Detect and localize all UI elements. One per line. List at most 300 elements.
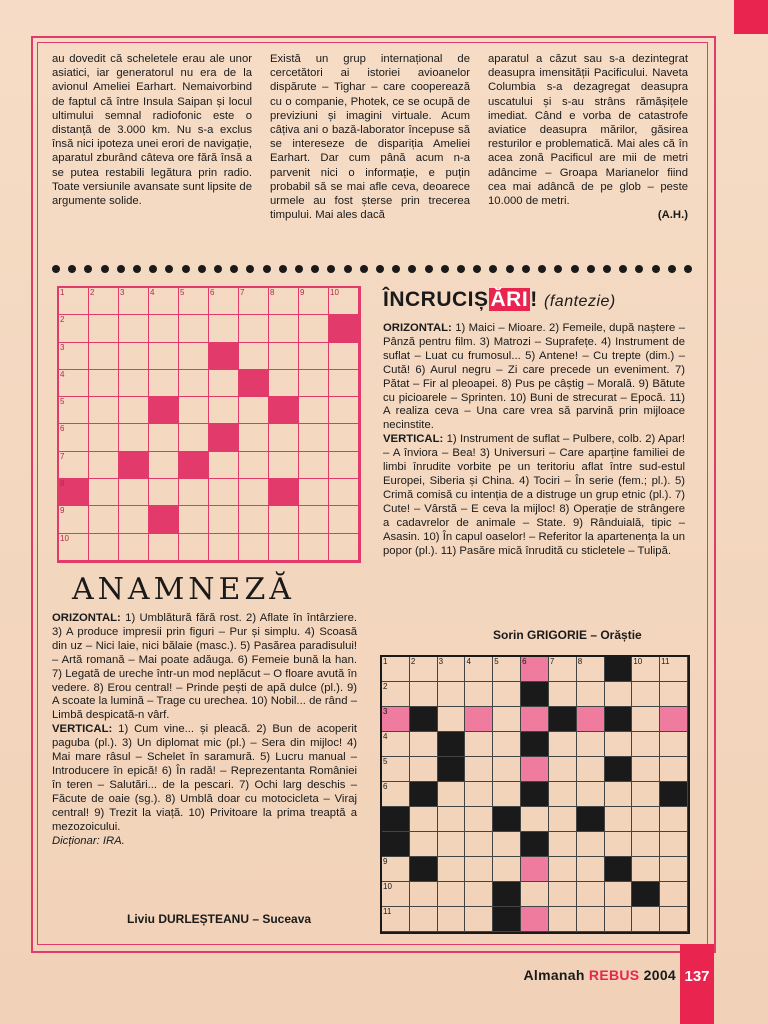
grid-number: 6 xyxy=(60,424,65,434)
grid-number: 5 xyxy=(383,757,388,766)
grid-cell xyxy=(179,397,209,424)
grid-cell xyxy=(299,370,329,397)
grid-cell xyxy=(438,657,466,682)
grid-cell xyxy=(660,807,688,832)
grid-cell xyxy=(119,315,149,342)
grid-cell xyxy=(239,452,269,479)
separator-dot xyxy=(425,265,433,273)
grid-cell xyxy=(149,534,179,561)
grid-cell xyxy=(549,657,577,682)
title-highlight: ĂRI xyxy=(490,288,529,311)
crossword-title-anamneza: ANAMNEZĂ xyxy=(72,572,295,607)
grid-cell xyxy=(209,452,239,479)
grid-number: 3 xyxy=(438,657,444,666)
separator-dot xyxy=(457,265,465,273)
footer-prefix: Almanah xyxy=(523,967,585,983)
separator-dot xyxy=(182,265,190,273)
grid-cell xyxy=(329,506,359,533)
grid-cell xyxy=(632,807,660,832)
grid-cell xyxy=(521,807,549,832)
grid-cell xyxy=(382,782,410,807)
grid-cell xyxy=(119,424,149,451)
grid-cell xyxy=(329,397,359,424)
grid-cell xyxy=(549,757,577,782)
grid-cell xyxy=(59,397,89,424)
separator-dot xyxy=(214,265,222,273)
grid-cell xyxy=(299,397,329,424)
article-column-1: au dovedit că scheletele erau ale unor asiatici, iar generatorul nu era de la avionul Ameliei Earhart. Nemaivorbind de faptul că între Insula Saipan și locul ultimului semnal radiofonic este o distanță de 3.000 km. Nu s-a exclus însă nici ipoteza unei erori de navigație, aparatul zburând câteva ore fără însă a se putea restabili legătura prin radio. Toate versiunile avansate sunt lipsite de argumente solide. xyxy=(52,53,252,208)
grid-cell xyxy=(299,479,329,506)
grid-cell xyxy=(605,732,633,757)
grid-cell xyxy=(209,370,239,397)
grid-cell xyxy=(577,882,605,907)
separator-dot xyxy=(522,265,530,273)
grid-cell xyxy=(605,882,633,907)
grid-cell xyxy=(632,657,660,682)
grid-cell xyxy=(577,657,605,682)
grid-cell xyxy=(577,732,605,757)
title-prefix: ÎNCRUCIȘ xyxy=(383,288,489,311)
title-suffix: ! xyxy=(530,288,538,311)
separator-dot xyxy=(311,265,319,273)
separator-dot xyxy=(117,265,125,273)
grid-cell xyxy=(493,832,521,857)
grid-cell xyxy=(382,832,410,857)
article-column-3 xyxy=(488,52,688,222)
separator-dot xyxy=(489,265,497,273)
grid-cell xyxy=(299,288,329,315)
vertical-label: VERTICAL: xyxy=(383,433,444,446)
grid-cell xyxy=(465,757,493,782)
separator-dot xyxy=(635,265,643,273)
grid-cell xyxy=(299,343,329,370)
grid-cell xyxy=(149,370,179,397)
grid-cell xyxy=(660,732,688,757)
grid-cell xyxy=(465,832,493,857)
grid-cell xyxy=(382,657,410,682)
separator-dot xyxy=(603,265,611,273)
grid-cell xyxy=(299,506,329,533)
grid-cell xyxy=(521,832,549,857)
grid-cell xyxy=(59,534,89,561)
crossword2-author: Liviu DURLEȘTEANU – Suceava xyxy=(127,912,312,926)
grid-cell xyxy=(382,707,410,732)
grid-cell xyxy=(465,732,493,757)
grid-cell xyxy=(660,682,688,707)
separator-dot xyxy=(538,265,546,273)
grid-number: 10 xyxy=(60,533,69,543)
grid-cell xyxy=(521,907,549,932)
grid-cell xyxy=(577,857,605,882)
grid-cell xyxy=(660,782,688,807)
grid-cell xyxy=(410,907,438,932)
grid-cell xyxy=(149,315,179,342)
grid-number: 6 xyxy=(522,657,527,666)
grid-cell xyxy=(149,452,179,479)
grid-cell xyxy=(577,682,605,707)
grid-number: 4 xyxy=(383,732,388,741)
grid-cell xyxy=(605,757,633,782)
grid-cell xyxy=(149,288,179,315)
grid-number: 4 xyxy=(466,657,471,666)
grid-cell xyxy=(465,857,493,882)
grid-cell xyxy=(382,682,410,707)
separator-dot xyxy=(246,265,254,273)
grid-cell xyxy=(521,682,549,707)
grid-number: 4 xyxy=(60,369,65,379)
grid-cell xyxy=(269,370,299,397)
grid-cell xyxy=(89,343,119,370)
separator-dot xyxy=(571,265,579,273)
grid-cell xyxy=(299,315,329,342)
grid-cell xyxy=(269,452,299,479)
grid-cell xyxy=(438,682,466,707)
grid-cell xyxy=(329,315,359,342)
crossword-grid-anamneza xyxy=(380,655,690,934)
grid-cell xyxy=(299,452,329,479)
grid-cell xyxy=(179,424,209,451)
crossword-subtitle: (fantezie) xyxy=(544,293,616,310)
grid-cell xyxy=(59,479,89,506)
grid-cell xyxy=(119,506,149,533)
grid-cell xyxy=(438,732,466,757)
grid-number: 8 xyxy=(270,288,275,297)
grid-cell xyxy=(329,452,359,479)
corner-tab xyxy=(734,0,768,34)
grid-number: 3 xyxy=(120,288,125,297)
grid-number: 7 xyxy=(60,451,65,461)
grid-cell xyxy=(410,807,438,832)
grid-cell xyxy=(329,424,359,451)
grid-cell xyxy=(149,479,179,506)
grid-cell xyxy=(149,424,179,451)
grid-cell xyxy=(465,907,493,932)
grid-cell xyxy=(465,807,493,832)
grid-cell xyxy=(577,807,605,832)
dictionary-note: Dicționar: IRA. xyxy=(52,834,125,847)
footer-year: 2004 xyxy=(643,967,676,983)
grid-cell xyxy=(149,397,179,424)
footer-title xyxy=(523,967,676,983)
grid-number: 6 xyxy=(383,782,388,791)
grid-number: 8 xyxy=(60,479,65,489)
grid-number: 5 xyxy=(60,397,65,407)
grid-number: 8 xyxy=(577,657,583,666)
grid-cell xyxy=(410,782,438,807)
crossword-grid-fantezie xyxy=(57,286,361,563)
crossword1-clues xyxy=(383,322,685,558)
article-column-2: Există un grup internațional de cercetători ai istoriei avioanelor dispărute – Tighar – care cooperează cu o companie, Photek, ce se ocupă de previziuni și imagini virtuale. Acum câțiva ani o bază-laborator începuse să se intereseze de dispariția Ameliei Earhart. Dar cum până acum n-a parvenit nici o informație, e puțin probabil să se mai afle ceva, deoarece urmele au fost șterse prin trecerea timpului. Mai ales dacă xyxy=(270,53,470,222)
separator-dot xyxy=(52,265,60,273)
separator-dot xyxy=(554,265,562,273)
grid-cell xyxy=(660,657,688,682)
grid-cell xyxy=(438,907,466,932)
horizontal-clues: 1) Maici – Mioare. 2) Femeile, după naștere – Pânză pentru film. 3) Matrozi – Suprafețe. 4) Instrument de suflat – Luat cu frumosul... 5) Antene! – Cu trepte (dim.) – Cută! 6) Aurul negru – Zi care precede un eveniment. 7) Pătat – Fir al pleoapei. 8) Pus pe câștig – Morală. 9) Bătute cu picioarele – Sprinten. 10) Buni de strecurat – Epocă. 11) A realiza ceva – Una care vrea să parvină prin mijloace necinstite. xyxy=(383,322,685,432)
grid-cell xyxy=(209,343,239,370)
grid-cell xyxy=(493,757,521,782)
grid-cell xyxy=(632,832,660,857)
grid-cell xyxy=(632,732,660,757)
grid-cell xyxy=(632,707,660,732)
separator-dot xyxy=(101,265,109,273)
grid-cell xyxy=(605,807,633,832)
grid-cell xyxy=(179,452,209,479)
separator-dot xyxy=(84,265,92,273)
grid-cell xyxy=(329,534,359,561)
grid-cell xyxy=(577,782,605,807)
grid-cell xyxy=(382,807,410,832)
grid-cell xyxy=(382,857,410,882)
grid-cell xyxy=(209,506,239,533)
grid-cell xyxy=(149,343,179,370)
grid-number: 2 xyxy=(60,315,65,325)
grid-cell xyxy=(329,479,359,506)
grid-cell xyxy=(239,288,269,315)
grid-number: 7 xyxy=(383,807,388,816)
separator-dot xyxy=(360,265,368,273)
grid-cell xyxy=(209,424,239,451)
grid-number: 7 xyxy=(549,657,555,666)
separator-dot xyxy=(587,265,595,273)
grid-cell xyxy=(493,882,521,907)
grid-cell xyxy=(269,315,299,342)
grid-cell xyxy=(59,370,89,397)
separator-dot xyxy=(441,265,449,273)
grid-cell xyxy=(549,807,577,832)
separator-dot xyxy=(68,265,76,273)
grid-cell xyxy=(89,479,119,506)
grid-cell xyxy=(239,424,269,451)
grid-cell xyxy=(577,707,605,732)
grid-cell xyxy=(269,288,299,315)
grid-cell xyxy=(549,682,577,707)
grid-cell xyxy=(299,424,329,451)
grid-cell xyxy=(549,732,577,757)
grid-cell xyxy=(521,707,549,732)
page-number: 137 xyxy=(684,968,710,985)
grid-cell xyxy=(119,534,149,561)
grid-number: 9 xyxy=(383,857,388,866)
grid-cell xyxy=(438,757,466,782)
grid-cell xyxy=(299,534,329,561)
crossword1-author: Sorin GRIGORIE – Orăștie xyxy=(493,628,642,642)
grid-cell xyxy=(493,682,521,707)
grid-cell xyxy=(269,479,299,506)
grid-cell xyxy=(493,657,521,682)
grid-cell xyxy=(632,907,660,932)
grid-cell xyxy=(239,370,269,397)
grid-cell xyxy=(89,397,119,424)
grid-cell xyxy=(410,732,438,757)
grid-cell xyxy=(549,782,577,807)
footer-brand: REBUS xyxy=(588,967,640,983)
vertical-label: VERTICAL: xyxy=(52,723,113,736)
grid-cell xyxy=(521,732,549,757)
grid-cell xyxy=(549,707,577,732)
article-column-3-text: aparatul a căzut sau s-a dezintegrat deasupra imensității Pacificului. Naveta Columbia s-a dezagregat deasupra uscatului și s-au strâns rămășițele imediat. Când e vorba de catastrofe aviatice deasupra mărilor, găsirea resturilor e problematică. Mai ales că în acea zonă Pacificul are mii de metri adâncime – Groapa Marianelor fiind cea mai adâncă de pe glob – peste 10.000 de metri. xyxy=(488,53,688,208)
grid-cell xyxy=(660,707,688,732)
grid-cell xyxy=(632,757,660,782)
grid-number: 8 xyxy=(383,832,388,841)
grid-cell xyxy=(410,707,438,732)
grid-cell xyxy=(329,343,359,370)
grid-cell xyxy=(632,857,660,882)
separator-dot xyxy=(279,265,287,273)
grid-cell xyxy=(59,343,89,370)
grid-cell xyxy=(59,424,89,451)
grid-cell xyxy=(269,534,299,561)
grid-number: 3 xyxy=(383,707,388,716)
grid-cell xyxy=(660,757,688,782)
grid-number: 1 xyxy=(383,657,388,666)
grid-cell xyxy=(410,757,438,782)
article-signature: (A.H.) xyxy=(657,209,688,222)
horizontal-clues: 1) Umblătură fără rost. 2) Aflate în întârziere. 3) A produce impresii prin figuri – Pur și simplu. 4) Scoasă din uz – Nici laie, nici bălaie (masc.). 5) Pasărea paradisului! – Artă romană – Mai poate adăuga. 6) Femeie bună la han. 7) Legată de ureche într-un mod neplăcut – O floare avută în vedere. 8) Erou central! – Prinde pești de apă dulce (pl.). 9) A scoate la lumină – Trage cu urechea. 10) Nobil... de rând – Limbă despicată-n vârf. xyxy=(52,612,357,722)
grid-number: 5 xyxy=(494,657,499,666)
grid-cell xyxy=(660,907,688,932)
grid-cell xyxy=(59,506,89,533)
grid-cell xyxy=(605,832,633,857)
grid-cell xyxy=(438,832,466,857)
grid-cell xyxy=(605,682,633,707)
grid-cell xyxy=(549,857,577,882)
grid-cell xyxy=(438,857,466,882)
grid-number: 10 xyxy=(383,882,392,891)
grid-cell xyxy=(59,315,89,342)
grid-cell xyxy=(605,657,633,682)
grid-cell xyxy=(209,534,239,561)
separator-dot xyxy=(230,265,238,273)
grid-cell xyxy=(179,315,209,342)
grid-cell xyxy=(89,424,119,451)
vertical-clues: 1) Instrument de suflat – Pulbere, colb. 2) Apar! – A înviora – Bea! 3) Universuri – Care aparține familiei de limbi înrudite vorbite pe un teritoriu aflat între sud-estul Europei, Siberia și China. 4) Tociri – În serie (fem.; pl.). 5) Crimă comisă cu intenția de a distruge un grup etnic (pl.). 7) Cute! – Vârstă – E ceva la mijloc! 8) Operație de strângere a cadavrelor de animale – State. 9) Rânduială, tipic – Asasin. 10) În capul oaselor! – Referitor la apartenența la un popor (pl.). 11) Pasăre mică înrudită cu sticletele – Tulipă. xyxy=(383,433,686,557)
grid-cell xyxy=(89,315,119,342)
grid-cell xyxy=(465,682,493,707)
grid-number: 7 xyxy=(240,288,245,297)
separator-dot xyxy=(684,265,692,273)
grid-number: 2 xyxy=(383,682,388,691)
grid-cell xyxy=(269,397,299,424)
grid-cell xyxy=(410,857,438,882)
grid-cell xyxy=(521,882,549,907)
grid-cell xyxy=(119,343,149,370)
grid-cell xyxy=(605,707,633,732)
separator-dot xyxy=(392,265,400,273)
grid-cell xyxy=(59,288,89,315)
grid-cell xyxy=(149,506,179,533)
crossword2-clues xyxy=(52,612,357,848)
separator-dot xyxy=(652,265,660,273)
grid-number: 5 xyxy=(180,288,185,297)
horizontal-label: ORIZONTAL: xyxy=(52,612,121,624)
grid-cell xyxy=(465,657,493,682)
grid-cell xyxy=(179,479,209,506)
grid-number: 6 xyxy=(210,288,215,297)
grid-cell xyxy=(660,882,688,907)
grid-cell xyxy=(493,732,521,757)
grid-cell xyxy=(119,370,149,397)
grid-cell xyxy=(493,782,521,807)
grid-cell xyxy=(438,807,466,832)
grid-cell xyxy=(89,370,119,397)
grid-cell xyxy=(410,682,438,707)
separator-dot xyxy=(327,265,335,273)
grid-cell xyxy=(465,707,493,732)
grid-number: 10 xyxy=(330,288,339,297)
grid-cell xyxy=(577,832,605,857)
grid-cell xyxy=(119,479,149,506)
grid-cell xyxy=(269,424,299,451)
grid-cell xyxy=(179,288,209,315)
grid-cell xyxy=(179,343,209,370)
grid-cell xyxy=(119,397,149,424)
grid-number: 4 xyxy=(150,288,155,297)
grid-cell xyxy=(632,782,660,807)
grid-cell xyxy=(209,288,239,315)
grid-cell xyxy=(239,506,269,533)
separator-dot xyxy=(376,265,384,273)
grid-cell xyxy=(493,907,521,932)
grid-cell xyxy=(549,907,577,932)
grid-cell xyxy=(521,757,549,782)
grid-cell xyxy=(438,782,466,807)
grid-cell xyxy=(329,288,359,315)
grid-cell xyxy=(269,506,299,533)
grid-cell xyxy=(521,782,549,807)
grid-cell xyxy=(660,857,688,882)
grid-number: 2 xyxy=(90,288,95,297)
grid-cell xyxy=(119,452,149,479)
grid-cell xyxy=(660,832,688,857)
dotted-separator xyxy=(52,262,692,276)
separator-dot xyxy=(473,265,481,273)
grid-cell xyxy=(549,882,577,907)
grid-number: 9 xyxy=(300,288,305,297)
grid-cell xyxy=(179,506,209,533)
grid-cell xyxy=(209,315,239,342)
grid-cell xyxy=(410,882,438,907)
grid-number: 9 xyxy=(605,657,610,666)
separator-dot xyxy=(295,265,303,273)
grid-cell xyxy=(632,682,660,707)
grid-cell xyxy=(465,882,493,907)
grid-cell xyxy=(521,857,549,882)
grid-number: 1 xyxy=(60,288,65,297)
grid-cell xyxy=(119,288,149,315)
grid-cell xyxy=(605,782,633,807)
crossword-title-incrucisari xyxy=(383,288,616,312)
grid-cell xyxy=(209,479,239,506)
separator-dot xyxy=(344,265,352,273)
grid-cell xyxy=(605,857,633,882)
vertical-clues: 1) Cum vine... și pleacă. 2) Bun de acoperit paguba (pl.). 3) Un diplomat mic (pl.) – Sera din mijloc! 4) Mai mare râsul – Schelet în saramură. 5) Lucru manual – Introducere în epică! 6) În radă! – Reprezentanta României în teren – Salutări... de la pescari. 7) Ochi larg deschis – Făcute de oaie (sg.). 8) Umblă doar cu motocicleta – Viraj central! 9) Trezit la viață. 10) Privitoare la prima treaptă a mezozoicului. xyxy=(52,723,357,833)
separator-dot xyxy=(263,265,271,273)
grid-number: 10 xyxy=(633,657,643,666)
grid-cell xyxy=(59,452,89,479)
grid-cell xyxy=(329,370,359,397)
grid-cell xyxy=(209,397,239,424)
grid-cell xyxy=(239,397,269,424)
grid-cell xyxy=(269,343,299,370)
grid-cell xyxy=(382,882,410,907)
grid-cell xyxy=(239,479,269,506)
grid-number: 3 xyxy=(60,342,65,352)
separator-dot xyxy=(198,265,206,273)
grid-cell xyxy=(382,757,410,782)
grid-cell xyxy=(239,534,269,561)
separator-dot xyxy=(133,265,141,273)
separator-dot xyxy=(408,265,416,273)
